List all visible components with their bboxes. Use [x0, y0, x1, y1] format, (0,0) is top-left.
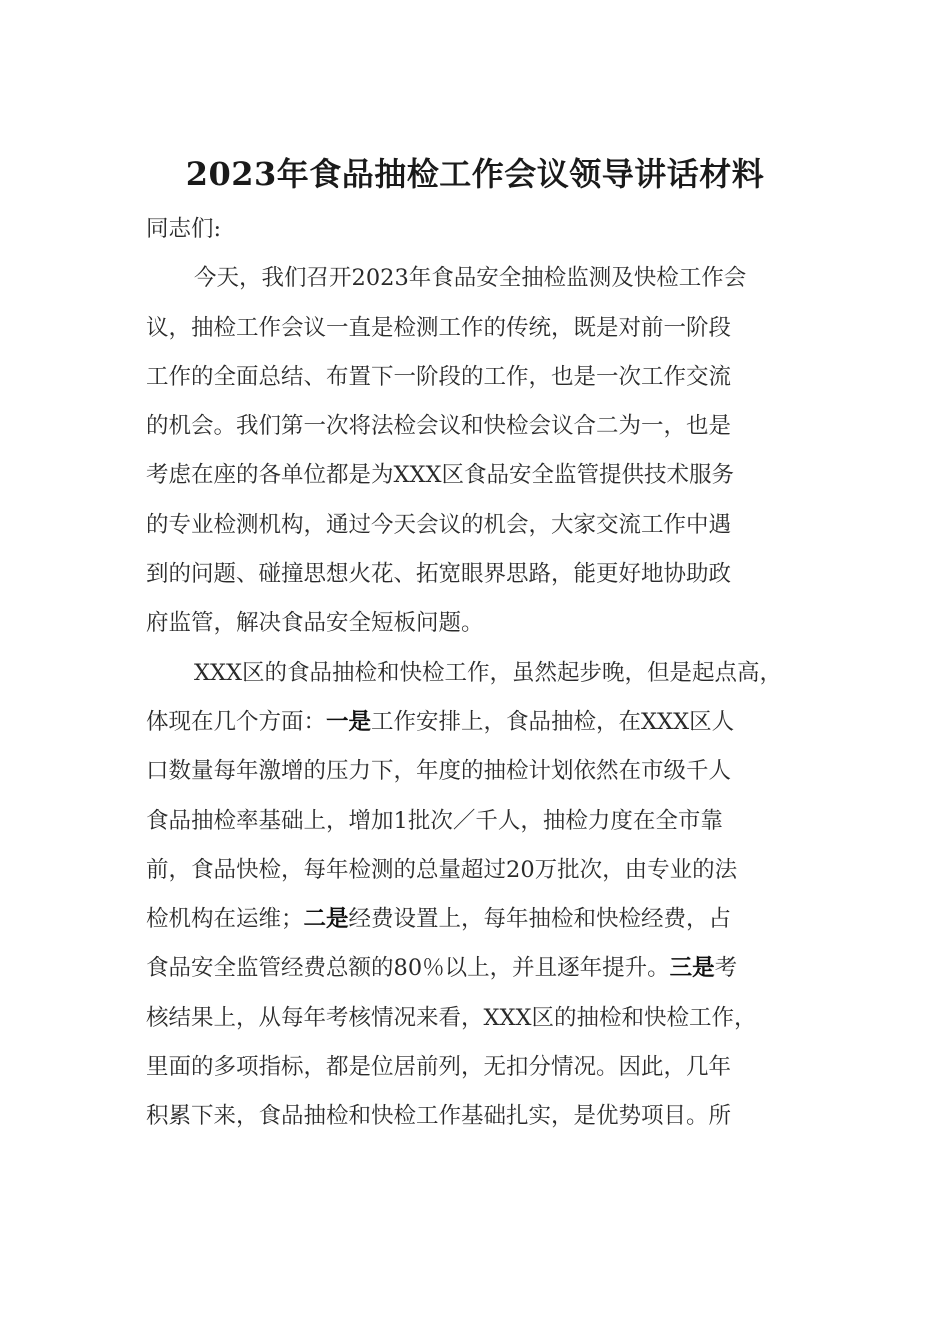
- paragraph-line: 工作的全面总结、布置下一阶段的工作，也是一次工作交流: [146, 363, 732, 390]
- paragraph-line: 食品抽检率基础上，增加1批次／千人，抽检力度在全市靠: [146, 807, 723, 834]
- paragraph-2: [146, 649, 806, 1142]
- paragraph-line: 的专业检测机构，通过今天会议的机会，大家交流工作中遇: [146, 511, 732, 538]
- paragraph-line: 里面的多项指标，都是位居前列，无扣分情况。因此，几年: [146, 1054, 732, 1081]
- emphasis-point-1: 一是: [326, 708, 372, 735]
- paragraph-text: 经费设置上，每年抽检和快检经费，占: [348, 906, 732, 933]
- document-body: [146, 205, 806, 1142]
- paragraph-line: [146, 895, 806, 944]
- paragraph-line: 今天，我们召开2023年食品安全抽检监测及快检工作会: [194, 265, 747, 292]
- paragraph-1: [146, 254, 806, 648]
- paragraph-line: 核结果上，从每年考核情况来看，XXX区的抽检和快检工作，: [146, 1004, 757, 1031]
- paragraph-line: [146, 944, 806, 993]
- paragraph-line: 的机会。我们第一次将法检会议和快检会议合二为一，也是: [146, 413, 732, 440]
- paragraph-line: 前，食品快检，每年检测的总量超过20万批次，由专业的法: [146, 856, 738, 883]
- paragraph-line: 积累下来，食品抽检和快检工作基础扎实，是优势项目。所: [146, 1103, 732, 1130]
- paragraph-line: 口数量每年激增的压力下，年度的抽检计划依然在市级千人: [146, 758, 732, 785]
- paragraph-line: 议，抽检工作会议一直是检测工作的传统，既是对前一阶段: [146, 314, 732, 341]
- paragraph-text: 工作安排上，食品抽检，在XXX区人: [371, 708, 735, 735]
- document-title: 2023年食品抽检工作会议领导讲话材料: [185, 155, 765, 193]
- paragraph-text: 检机构在运维；: [146, 906, 304, 933]
- paragraph-line: 考虑在座的各单位都是为XXX区食品安全监管提供技术服务: [146, 462, 735, 489]
- paragraph-line: [146, 698, 806, 747]
- paragraph-text: 体现在几个方面：: [146, 708, 327, 735]
- salutation: 同志们:: [146, 216, 222, 242]
- emphasis-point-3: 三是: [669, 955, 715, 982]
- emphasis-point-2: 二是: [303, 906, 349, 933]
- paragraph-text: 考: [714, 955, 738, 982]
- paragraph-line: XXX区的食品抽检和快检工作，虽然起步晚，但是起点高，: [194, 659, 783, 686]
- paragraph-text: 食品安全监管经费总额的80％以上，并且逐年提升。: [146, 955, 670, 982]
- paragraph-line: 到的问题、碰撞思想火花、拓宽眼界思路，能更好地协助政: [146, 561, 732, 588]
- paragraph-line: 府监管，解决食品安全短板问题。: [146, 610, 484, 637]
